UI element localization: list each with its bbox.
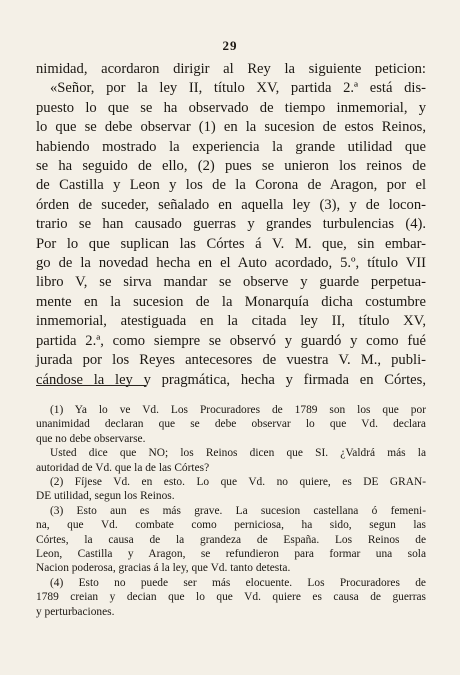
body-line: mente en la sucesion de la Monarquía dicha costumbre: [36, 293, 426, 310]
footnote-line: na, que Vd. combate como perniciosa, ha sido, segun las: [36, 519, 426, 532]
body-line: go de la novedad hecha en el Auto acordado, 5.º, título VII: [36, 255, 426, 272]
body-line: inmemorial, atestiguada en la citada ley II, título XV,: [36, 313, 426, 330]
body-line: Por lo que suplican las Córtes á V. M. que, sin embar-: [36, 235, 426, 252]
body-text: [36, 60, 426, 390]
body-line: lo que se debe observar (1) en la sucesion de estos Reinos,: [36, 119, 426, 136]
footnote: [36, 504, 426, 576]
footnote: [36, 475, 426, 504]
footnote-divider: [36, 385, 146, 386]
footnote: [36, 446, 426, 475]
body-line: jurada por los Reyes antecesores de vuestra V. M., publi-: [36, 352, 426, 369]
footnote-line: Nacion poderosa, gracias á la ley, que Vd. tanto detesta.: [36, 562, 291, 575]
body-line: órden de suceder, señalado en aquella ley (3), y de locon-: [36, 196, 426, 213]
body-line: partida 2.ª, como siempre se observó y guardó y como fué: [36, 332, 426, 349]
footnote-line: (3) Esto aun es más grave. La sucesion castellana ó femeni-: [50, 504, 426, 517]
footnote-line: autoridad de Vd. que la de las Córtes?: [36, 461, 210, 474]
footnote-line: unanimidad declaran que se debe observar lo que Vd. declara: [36, 418, 426, 431]
page-number: 29: [222, 38, 238, 53]
footnote-line: (1) Ya lo ve Vd. Los Procuradores de 1789 son los que por: [50, 404, 426, 416]
footnote-line: 1789 creian y decian que lo que Vd. quiere es causa de guerras: [36, 591, 426, 604]
footnote-line: (2) Fíjese Vd. en esto. Lo que Vd. no quiere, es DE GRAN-: [50, 476, 426, 489]
footnotes: [36, 403, 426, 619]
body-line: trario se han causado guerras y grandes turbulencias (4).: [36, 216, 426, 233]
body-line: puesto lo que se ha observado de tiempo inmemorial, y: [36, 99, 426, 116]
body-line: nimidad, acordaron dirigir al Rey la siguiente peticion:: [36, 61, 426, 77]
footnote: [36, 576, 426, 619]
body-line: libro V, se sirva mandar se observe y guarde perpetua-: [36, 274, 426, 291]
body-line: de Castilla y Leon y los de la Corona de Aragon, por el: [36, 177, 426, 194]
footnote-line: Córtes, la causa de la grandeza de España. Los Reinos de: [36, 533, 426, 546]
footnote: [36, 403, 426, 446]
footnote-line: que no debe observarse.: [36, 432, 146, 445]
footnote-line: DE utilidad, segun los Reinos.: [36, 490, 175, 503]
footnote-line: Leon, Castilla y Aragon, se refundieron para formar una sola: [36, 548, 426, 561]
body-line: «Señor, por la ley II, título XV, partida 2.ª está dis-: [50, 80, 426, 97]
footnote-line: (4) Esto no puede ser más elocuente. Los Procuradores de: [50, 576, 426, 589]
body-line: se ha seguido de ello, (2) pues se unieron los reinos de: [36, 158, 426, 175]
footnote-line: Usted dice que NO; los Reinos dicen que SI. ¿Valdrá más la: [50, 447, 426, 460]
body-line: cándose la ley y pragmática, hecha y firmada en Córtes,: [36, 371, 426, 388]
body-line: habiendo mostrado la experiencia la grande utilidad que: [36, 138, 426, 155]
footnote-line: y perturbaciones.: [36, 605, 115, 618]
